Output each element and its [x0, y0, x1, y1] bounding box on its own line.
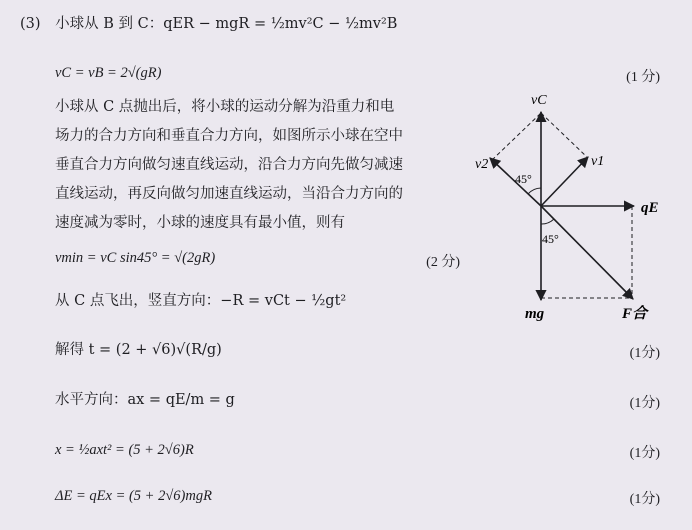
energy-equation: 小球从 B 到 C：qER − mgR = ½mv²C − ½mv²B: [55, 16, 398, 32]
vc-equation: vC = vB = 2√(gR): [55, 65, 162, 81]
horizontal-acceleration: 水平方向：ax = qE/m = g: [55, 392, 235, 408]
time-solution: 解得 t = (2 + √6)√(R/g): [55, 342, 222, 358]
dashed-vc-v1: [541, 113, 588, 158]
score-2: (2 分): [426, 255, 460, 270]
angle-arc-top: [528, 188, 541, 194]
label-angle-bottom: 45°: [542, 232, 559, 246]
vmin-equation: vmin = vC sin45° = √(2gR): [55, 250, 216, 266]
score-3: (1分): [629, 346, 660, 361]
score-6: (1分): [629, 492, 660, 507]
f-arrow: [541, 206, 633, 299]
label-f: F合: [622, 306, 648, 322]
paragraph-line: 场力的合力方向和垂直合力方向，如图所示小球在空中: [55, 128, 403, 144]
v1-arrow: [541, 157, 588, 206]
paragraph-line: 速度减为零时，小球的速度具有最小值，则有: [55, 215, 345, 231]
label-angle-top: 45°: [515, 172, 532, 186]
displacement-equation: x = ½axt² = (5 + 2√6)R: [55, 442, 194, 458]
paragraph-line: 垂直合力方向做匀速直线运动，沿合力方向先做匀减速: [55, 157, 403, 173]
score-1: (1 分): [626, 70, 660, 85]
label-mg: mg: [525, 306, 545, 322]
paragraph-line: 小球从 C 点抛出后，将小球的运动分解为沿重力和电: [55, 99, 395, 115]
label-vc: vC: [531, 93, 547, 108]
label-qe: qE: [641, 200, 659, 216]
angle-arc-bottom: [541, 219, 554, 224]
question-number: (3): [20, 16, 41, 32]
score-5: (1分): [629, 446, 660, 461]
paragraph-line: 直线运动，再反向做匀加速直线运动，当沿合力方向的: [55, 186, 403, 202]
label-v2: v2: [475, 157, 489, 172]
score-4: (1分): [629, 396, 660, 411]
dashed-v2-vc: [492, 113, 541, 160]
label-v1: v1: [591, 154, 605, 169]
energy-change-equation: ΔE = qEx = (5 + 2√6)mgR: [55, 488, 212, 504]
vertical-equation: 从 C 点飞出，竖直方向：−R = vCt − ½gt²: [55, 293, 347, 309]
